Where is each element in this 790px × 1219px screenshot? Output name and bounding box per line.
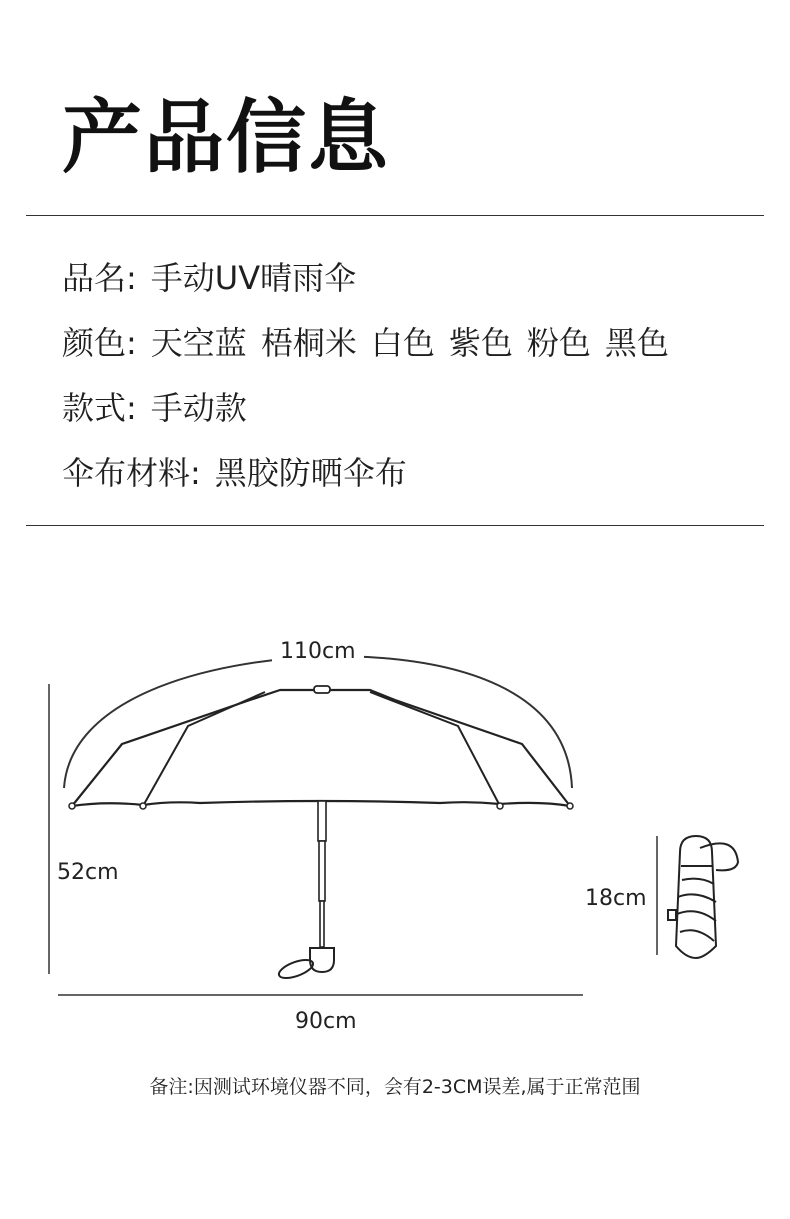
measurement-note: 备注:因测试环境仪器不同，会有2-3CM误差,属于正常范围 (149, 1076, 641, 1098)
spec-style (62, 389, 247, 427)
folded-dimension-label: 18cm (585, 886, 647, 911)
folded-umbrella (668, 836, 738, 958)
color-option: 天空蓝 (150, 324, 247, 362)
length-dimension-label: 90cm (295, 1009, 357, 1034)
spec-value: 手动UV晴雨伞 (150, 259, 357, 297)
bottom-divider (26, 525, 764, 526)
umbrella-shaft (318, 801, 326, 841)
spec-label: 颜色: (62, 324, 137, 362)
umbrella-dimension-diagram (0, 560, 790, 1060)
color-option: 黑色 (604, 324, 669, 362)
color-option: 粉色 (526, 324, 591, 362)
top-divider (26, 215, 764, 216)
page-title: 产品信息 (62, 91, 390, 184)
spec-value: 手动款 (150, 389, 247, 427)
spec-label: 品名: (62, 259, 137, 297)
spec-label: 款式: (62, 389, 137, 427)
spec-material (62, 454, 407, 492)
spec-colors (62, 324, 669, 362)
umbrella-top-cap (314, 686, 330, 693)
umbrella-strap (277, 956, 316, 981)
arc-dimension-label: 110cm (272, 641, 364, 663)
color-option: 紫色 (448, 324, 513, 362)
color-option: 白色 (370, 324, 435, 362)
spec-value: 黑胶防晒伞布 (214, 454, 407, 492)
umbrella-canopy (72, 690, 570, 806)
umbrella-handle (310, 948, 334, 972)
spec-name (62, 259, 357, 297)
spec-label: 伞布材料: (62, 454, 201, 492)
color-option: 梧桐米 (260, 324, 357, 362)
height-dimension-label: 52cm (57, 860, 119, 885)
